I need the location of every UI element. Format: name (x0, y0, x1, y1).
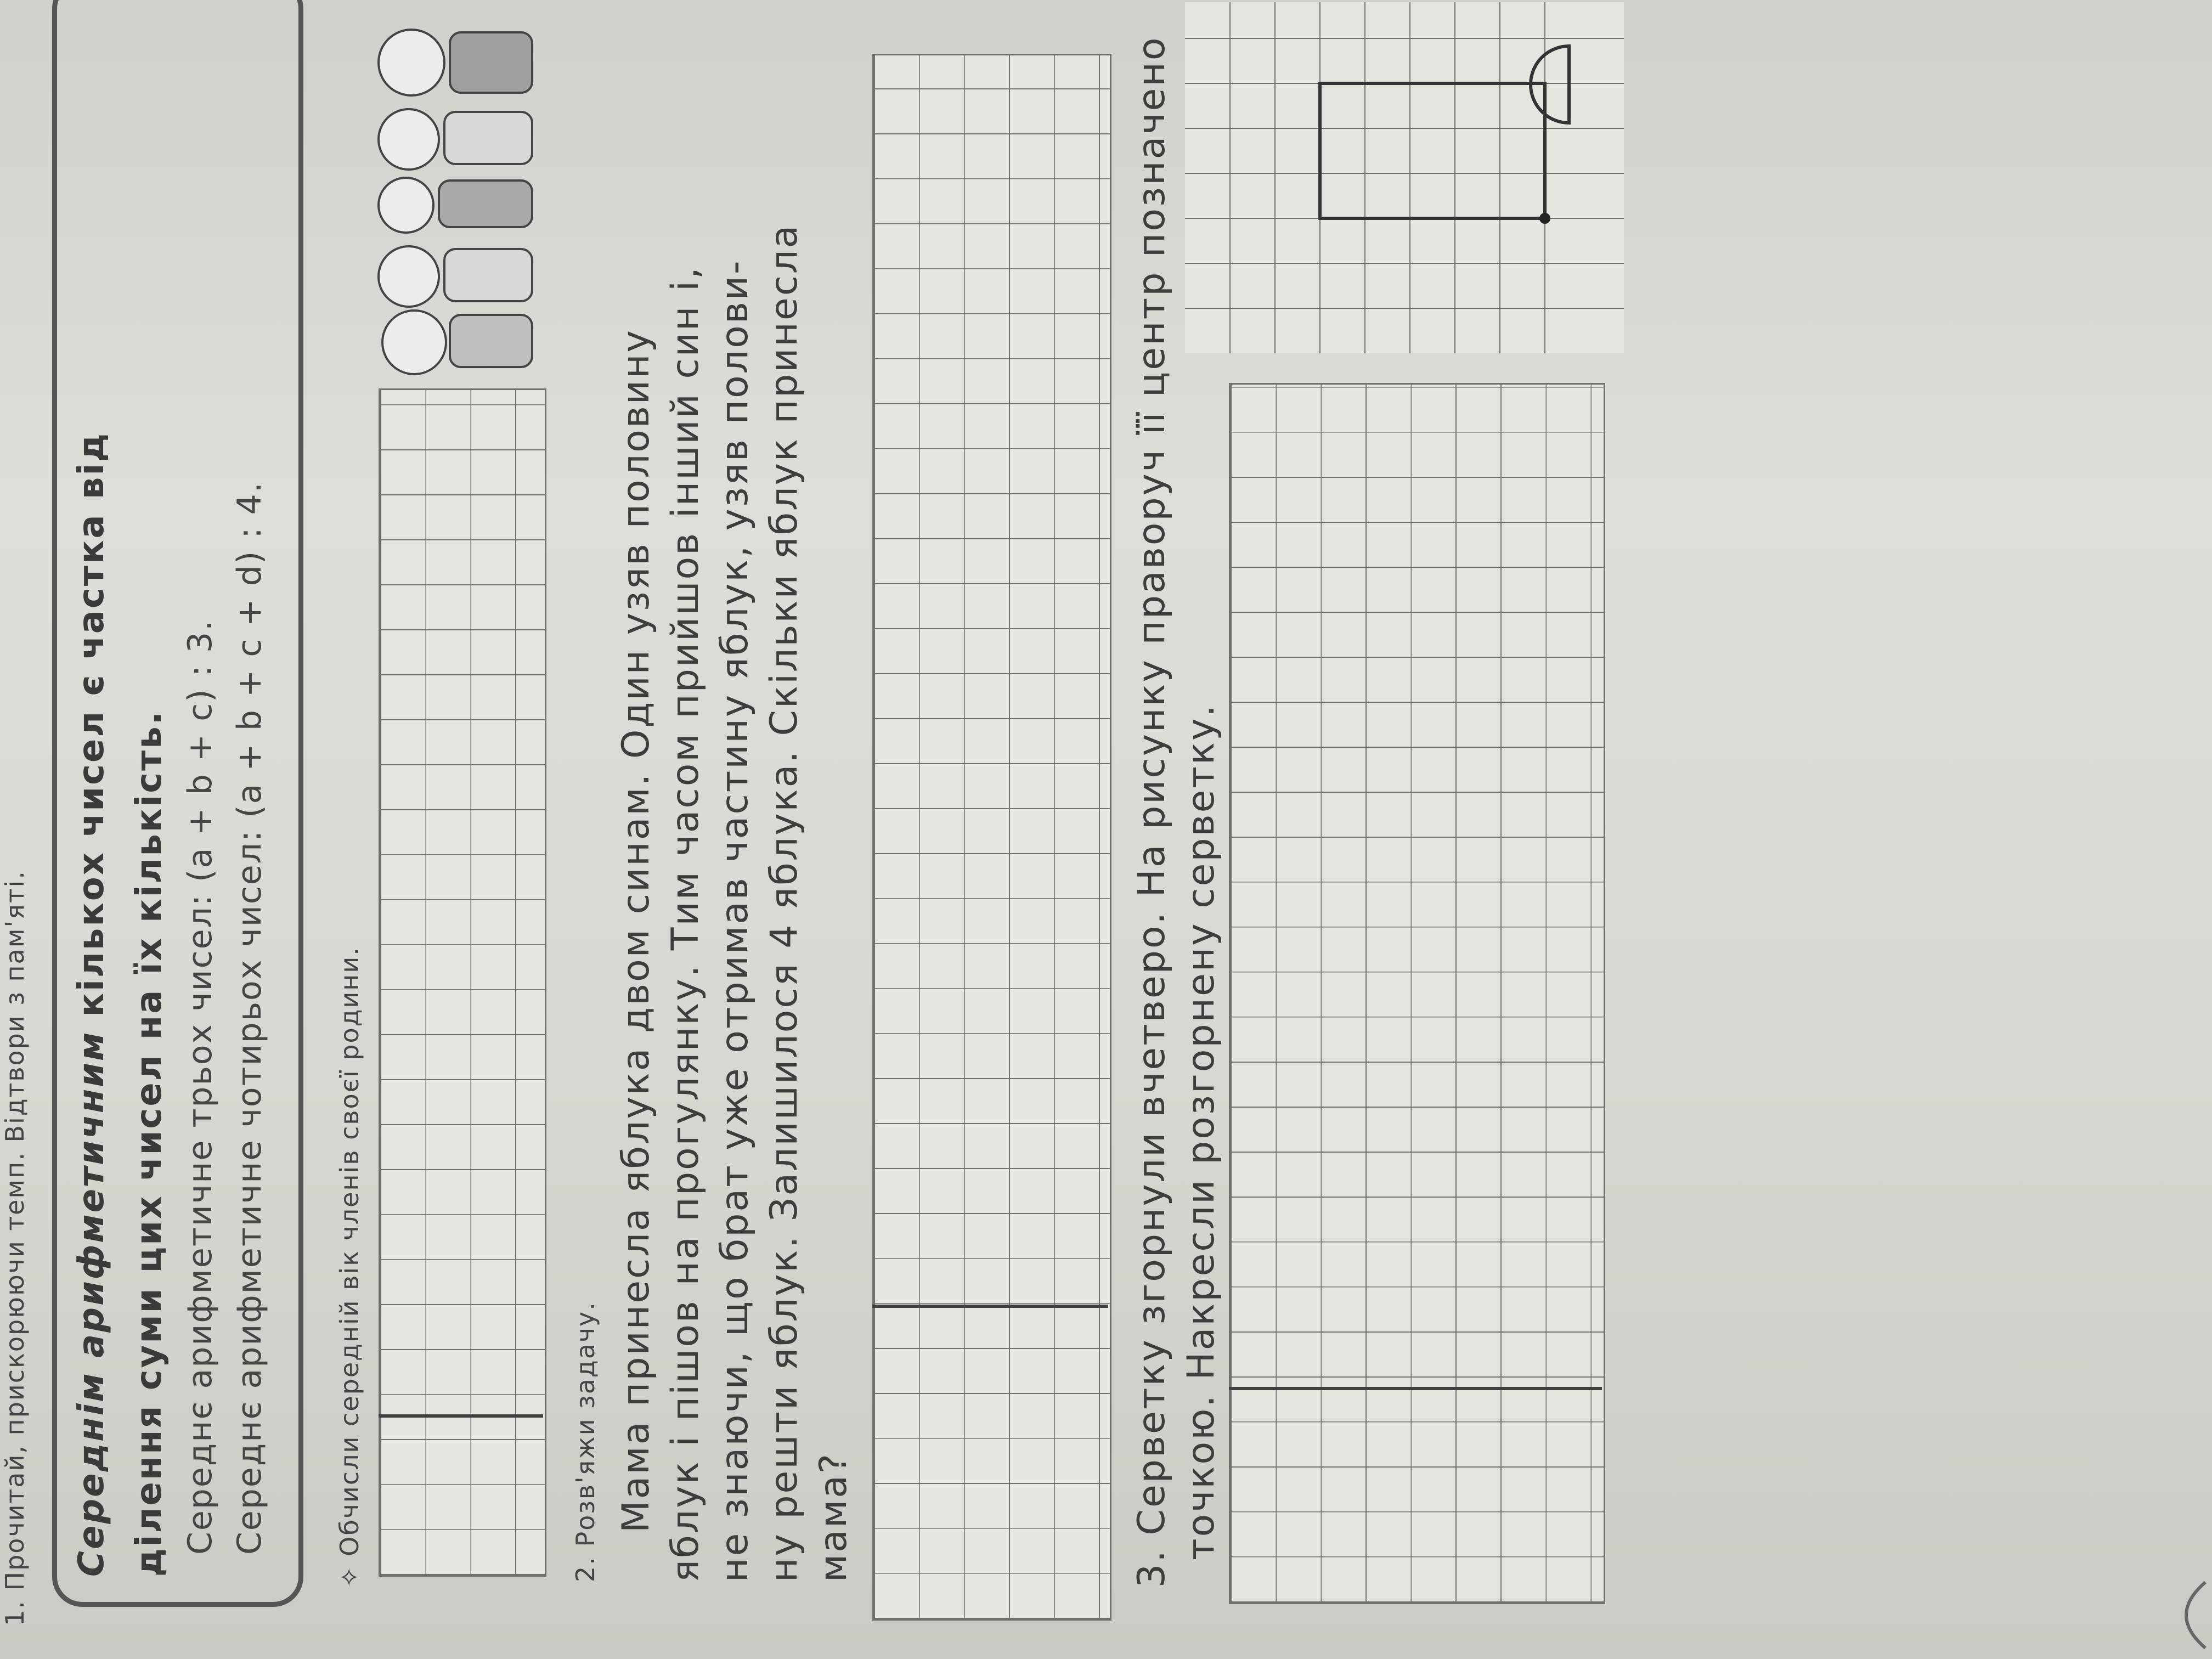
family-member-head (379, 30, 444, 95)
task3-line-1: 3. Серветку згорнули вчетверо. На рисунку праворуч її центр позначено (1130, 36, 1173, 1588)
folded-napkin-figure (1185, 2, 1624, 353)
task2-header: 2. Розв'яжи задачу. (571, 1301, 600, 1582)
answer-grid-task2[interactable] (872, 54, 1111, 1621)
family-member-head (382, 311, 446, 374)
family-member-head (379, 109, 439, 170)
grid-margin-line (1229, 1387, 1602, 1390)
grid-margin-line (872, 1305, 1108, 1308)
rule-line-1 (71, 432, 112, 1577)
rule-line1-rest: кількох чисел є частка від (71, 432, 112, 1017)
family-illustration (362, 2, 543, 381)
family-member-head (379, 246, 439, 307)
rule-formula-4: Середнє арифметичне чотирьох чисел: (a + b + c + d) : 4. (230, 481, 269, 1555)
task2-line-5: мама? (812, 1452, 855, 1582)
napkin-center-dot (1539, 213, 1550, 224)
star-icon: ✧ (335, 1565, 364, 1588)
rule-formula-3: Середнє арифметичне трьох чисел: (a + b + c) : 3. (181, 619, 219, 1555)
rule-line-2: ділення суми цих чисел на їх кількість. (129, 709, 170, 1577)
rule-emphasis: Середнім арифметичним (71, 1030, 112, 1577)
family-member-head (379, 178, 433, 233)
task3-line-2: точкою. Накресли розгорнену серветку. (1180, 703, 1223, 1560)
binding-spiral-icon (2172, 1577, 2211, 1654)
grid-margin-line (379, 1414, 543, 1418)
task2-line-2: яблук і пішов на прогулянку. Тим часом прийшов інший син і, (664, 266, 707, 1582)
task2-line-3: не знаючи, що брат уже отримав частину яблук, узяв полови- (713, 259, 757, 1582)
task2-line-1: Мама принесла яблука двом синам. Один узяв половину (614, 329, 658, 1533)
bonus-task: ✧ Обчисли середній вік членів своєї родини. (335, 946, 364, 1588)
task1-instruction: 1. Прочитай, прискорюючи темп. Відтвори з пам'яті. (0, 870, 30, 1626)
task2-line-4: ну решти яблук. Залишилося 4 яблука. Скільки яблук принесла (763, 223, 806, 1582)
answer-grid-bonus[interactable] (379, 388, 546, 1577)
answer-grid-task3[interactable] (1229, 383, 1605, 1604)
